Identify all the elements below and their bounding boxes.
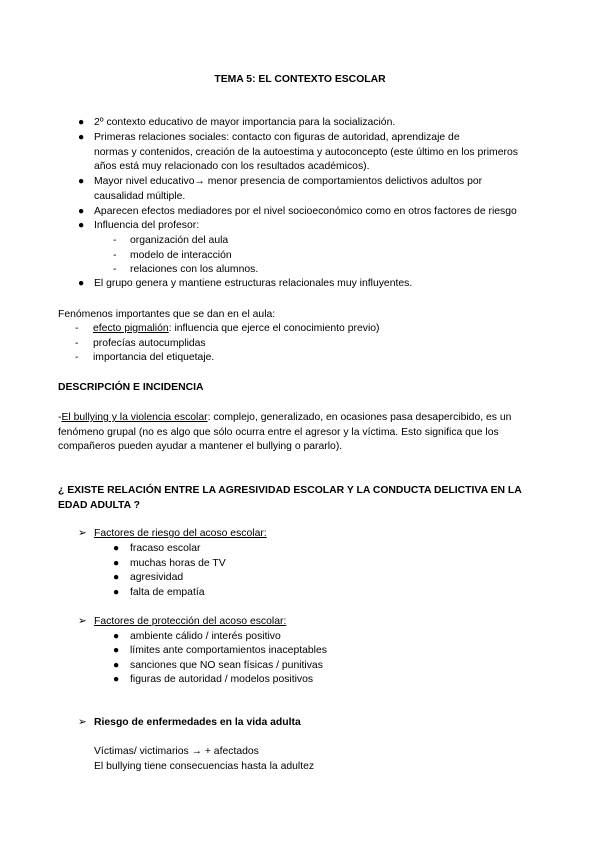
bullet-icon: ● <box>113 586 120 598</box>
bullet-icon: ● <box>113 557 120 569</box>
list-item-text: causalidad múltiple. <box>94 190 186 202</box>
list-item-text: normas y contenidos, creación de la autoestima y autoconcepto (este último en los primeros <box>94 146 518 158</box>
list-item-text: años está muy relacionado con los resultados académicos). <box>94 161 370 172</box>
sub-list-item-text: organización del aula <box>130 235 229 246</box>
bullet-icon: ● <box>78 176 85 187</box>
riesgo-heading: Factores de riesgo del acoso escolar: <box>94 528 267 539</box>
arrow-icon: ➢ <box>78 616 87 627</box>
section-heading-descripcion: DESCRIPCIÓN E INCIDENCIA <box>58 382 204 393</box>
page-title: TEMA 5: EL CONTEXTO ESCOLAR <box>214 74 386 85</box>
descripcion-line-1 <box>58 411 511 425</box>
riesgo-item-text: muchas horas de TV <box>130 557 226 569</box>
dash-icon: - <box>75 323 79 334</box>
arrow-icon: ➢ <box>78 717 87 728</box>
descripcion-term: El bullying y la violencia escolar <box>61 412 208 423</box>
question-heading-line-1: ¿ EXISTE RELACIÓN ENTRE LA AGRESIVIDAD ESCOLAR Y LA CONDUCTA DELICTIVA EN LA <box>58 485 522 496</box>
enfermedades-line-1: Víctimas/ victimarios → + afectados <box>94 746 259 757</box>
proteccion-item-text: límites ante comportamientos inaceptables <box>130 645 327 656</box>
bullet-icon: ● <box>113 659 120 671</box>
list-item-text: El grupo genera y mantiene estructuras relacionales muy influyentes. <box>94 278 413 289</box>
bullet-icon: ● <box>113 645 120 656</box>
bullet-icon: ● <box>78 117 85 128</box>
list-item-text: Influencia del profesor: <box>94 220 200 231</box>
bullet-icon: ● <box>113 674 120 685</box>
fenomeno-text: : influencia que ejerce el conocimiento previo) <box>168 323 380 334</box>
bullet-icon: ● <box>113 572 120 583</box>
dash-icon: - <box>113 249 117 261</box>
sub-list-item-text: relaciones con los alumnos. <box>130 264 259 275</box>
bullet-icon: ● <box>78 278 85 289</box>
dash-icon: - <box>113 235 117 246</box>
bullet-icon: ● <box>78 206 85 217</box>
bullet-icon: ● <box>78 132 85 143</box>
list-item-text: Primeras relaciones sociales: contacto con figuras de autoridad, aprendizaje de <box>94 132 460 143</box>
dash-icon: - <box>75 352 79 363</box>
question-heading-line-2: EDAD ADULTA ? <box>58 499 140 511</box>
fenomenos-intro: Fenómenos importantes que se dan en el aula: <box>58 309 276 320</box>
proteccion-item-text: ambiente cálido / interés positivo <box>130 630 281 642</box>
list-item-text: Mayor nivel educativo→ menor presencia de comportamientos delictivos adultos por <box>94 176 483 187</box>
bullet-icon: ● <box>113 543 120 554</box>
dash-icon: - <box>113 264 117 275</box>
proteccion-item-text: sanciones que NO sean físicas / punitivas <box>130 659 323 671</box>
descripcion-line-3: compañeros pueden ayudar a mantener el bullying o pararlo). <box>58 441 343 452</box>
bullet-icon: ● <box>78 220 85 231</box>
fenomeno-text: importancia del etiquetaje. <box>93 352 215 363</box>
bullet-icon: ● <box>113 630 120 642</box>
proteccion-heading: Factores de protección del acoso escolar: <box>94 616 287 627</box>
descripcion-line-2: fenómeno grupal (no es algo que sólo ocurra entre el agresor y la víctima. Esto significa que los <box>58 426 499 438</box>
riesgo-item-text: fracaso escolar <box>130 543 201 554</box>
descripcion-text: : complejo, generalizado, en ocasiones pasa desapercibido, es un <box>207 412 512 423</box>
arrow-icon: ➢ <box>78 528 87 539</box>
fenomeno-term: efecto pigmalión <box>93 323 169 334</box>
descripcion-dash: - <box>58 412 62 423</box>
list-item-text: 2º contexto educativo de mayor importancia para la socialización. <box>94 117 396 128</box>
riesgo-item-text: agresividad <box>130 572 184 583</box>
riesgo-item-text: falta de empatía <box>130 586 205 598</box>
dash-icon: - <box>75 337 79 349</box>
enfermedades-line-2: El bullying tiene consecuencias hasta la adultez <box>94 761 315 772</box>
enfermedades-heading: Riesgo de enfermedades en la vida adulta <box>94 717 301 728</box>
proteccion-item-text: figuras de autoridad / modelos positivos <box>130 674 314 685</box>
fenomeno-text: profecías autocumplidas <box>93 337 206 349</box>
sub-list-item-text: modelo de interacción <box>130 249 232 261</box>
list-item-text: Aparecen efectos mediadores por el nivel socioeconómico como en otros factores de riesgo <box>94 206 517 217</box>
